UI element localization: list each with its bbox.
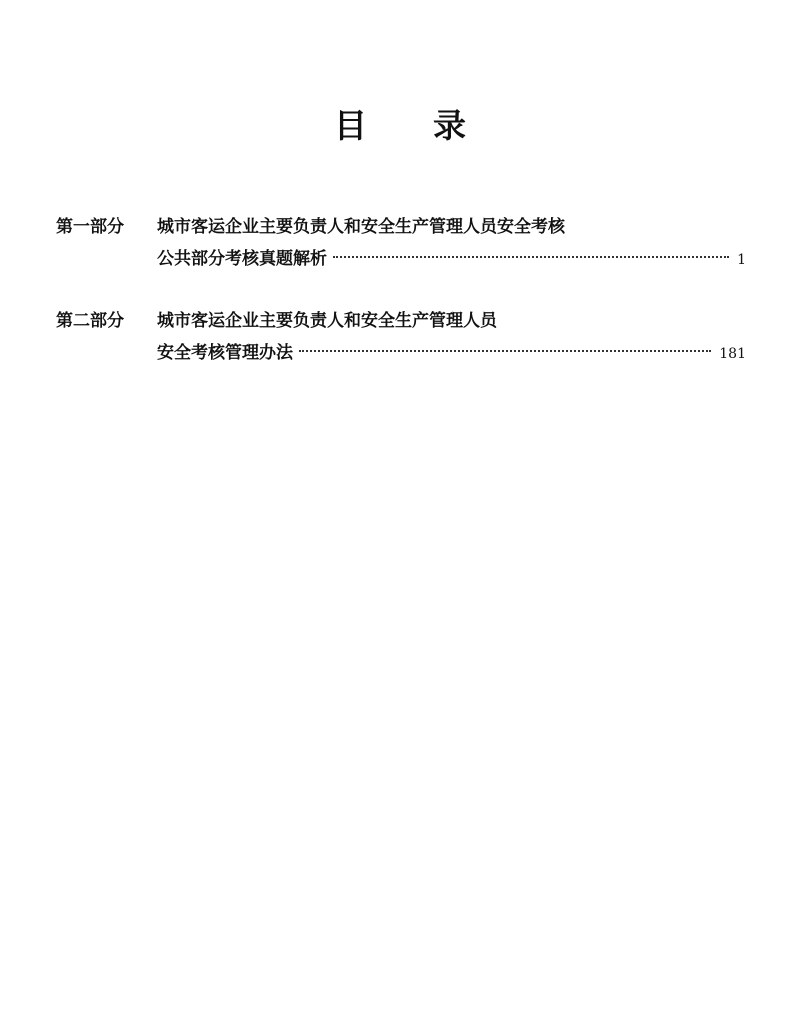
toc-page-number: 1	[737, 252, 746, 268]
dot-leader	[333, 256, 729, 258]
toc-part-label: 第二部分	[56, 311, 124, 331]
title-char-1: 目	[334, 106, 367, 145]
toc-entry-title: 城市客运企业主要负责人和安全生产管理人员安全考核	[157, 217, 565, 237]
toc-page-number: 181	[719, 346, 746, 362]
toc-part-label: 第一部分	[56, 217, 124, 237]
page-title	[0, 104, 790, 148]
toc-entry-title: 城市客运企业主要负责人和安全生产管理人员	[157, 311, 497, 331]
toc-entry-subtitle: 安全考核管理办法	[157, 343, 293, 363]
title-char-2: 录	[433, 106, 466, 145]
toc-entry-subline[interactable]	[157, 247, 746, 272]
toc-entry-subline[interactable]	[157, 341, 746, 366]
toc-entry-subtitle: 公共部分考核真题解析	[157, 249, 327, 269]
dot-leader	[299, 350, 711, 352]
